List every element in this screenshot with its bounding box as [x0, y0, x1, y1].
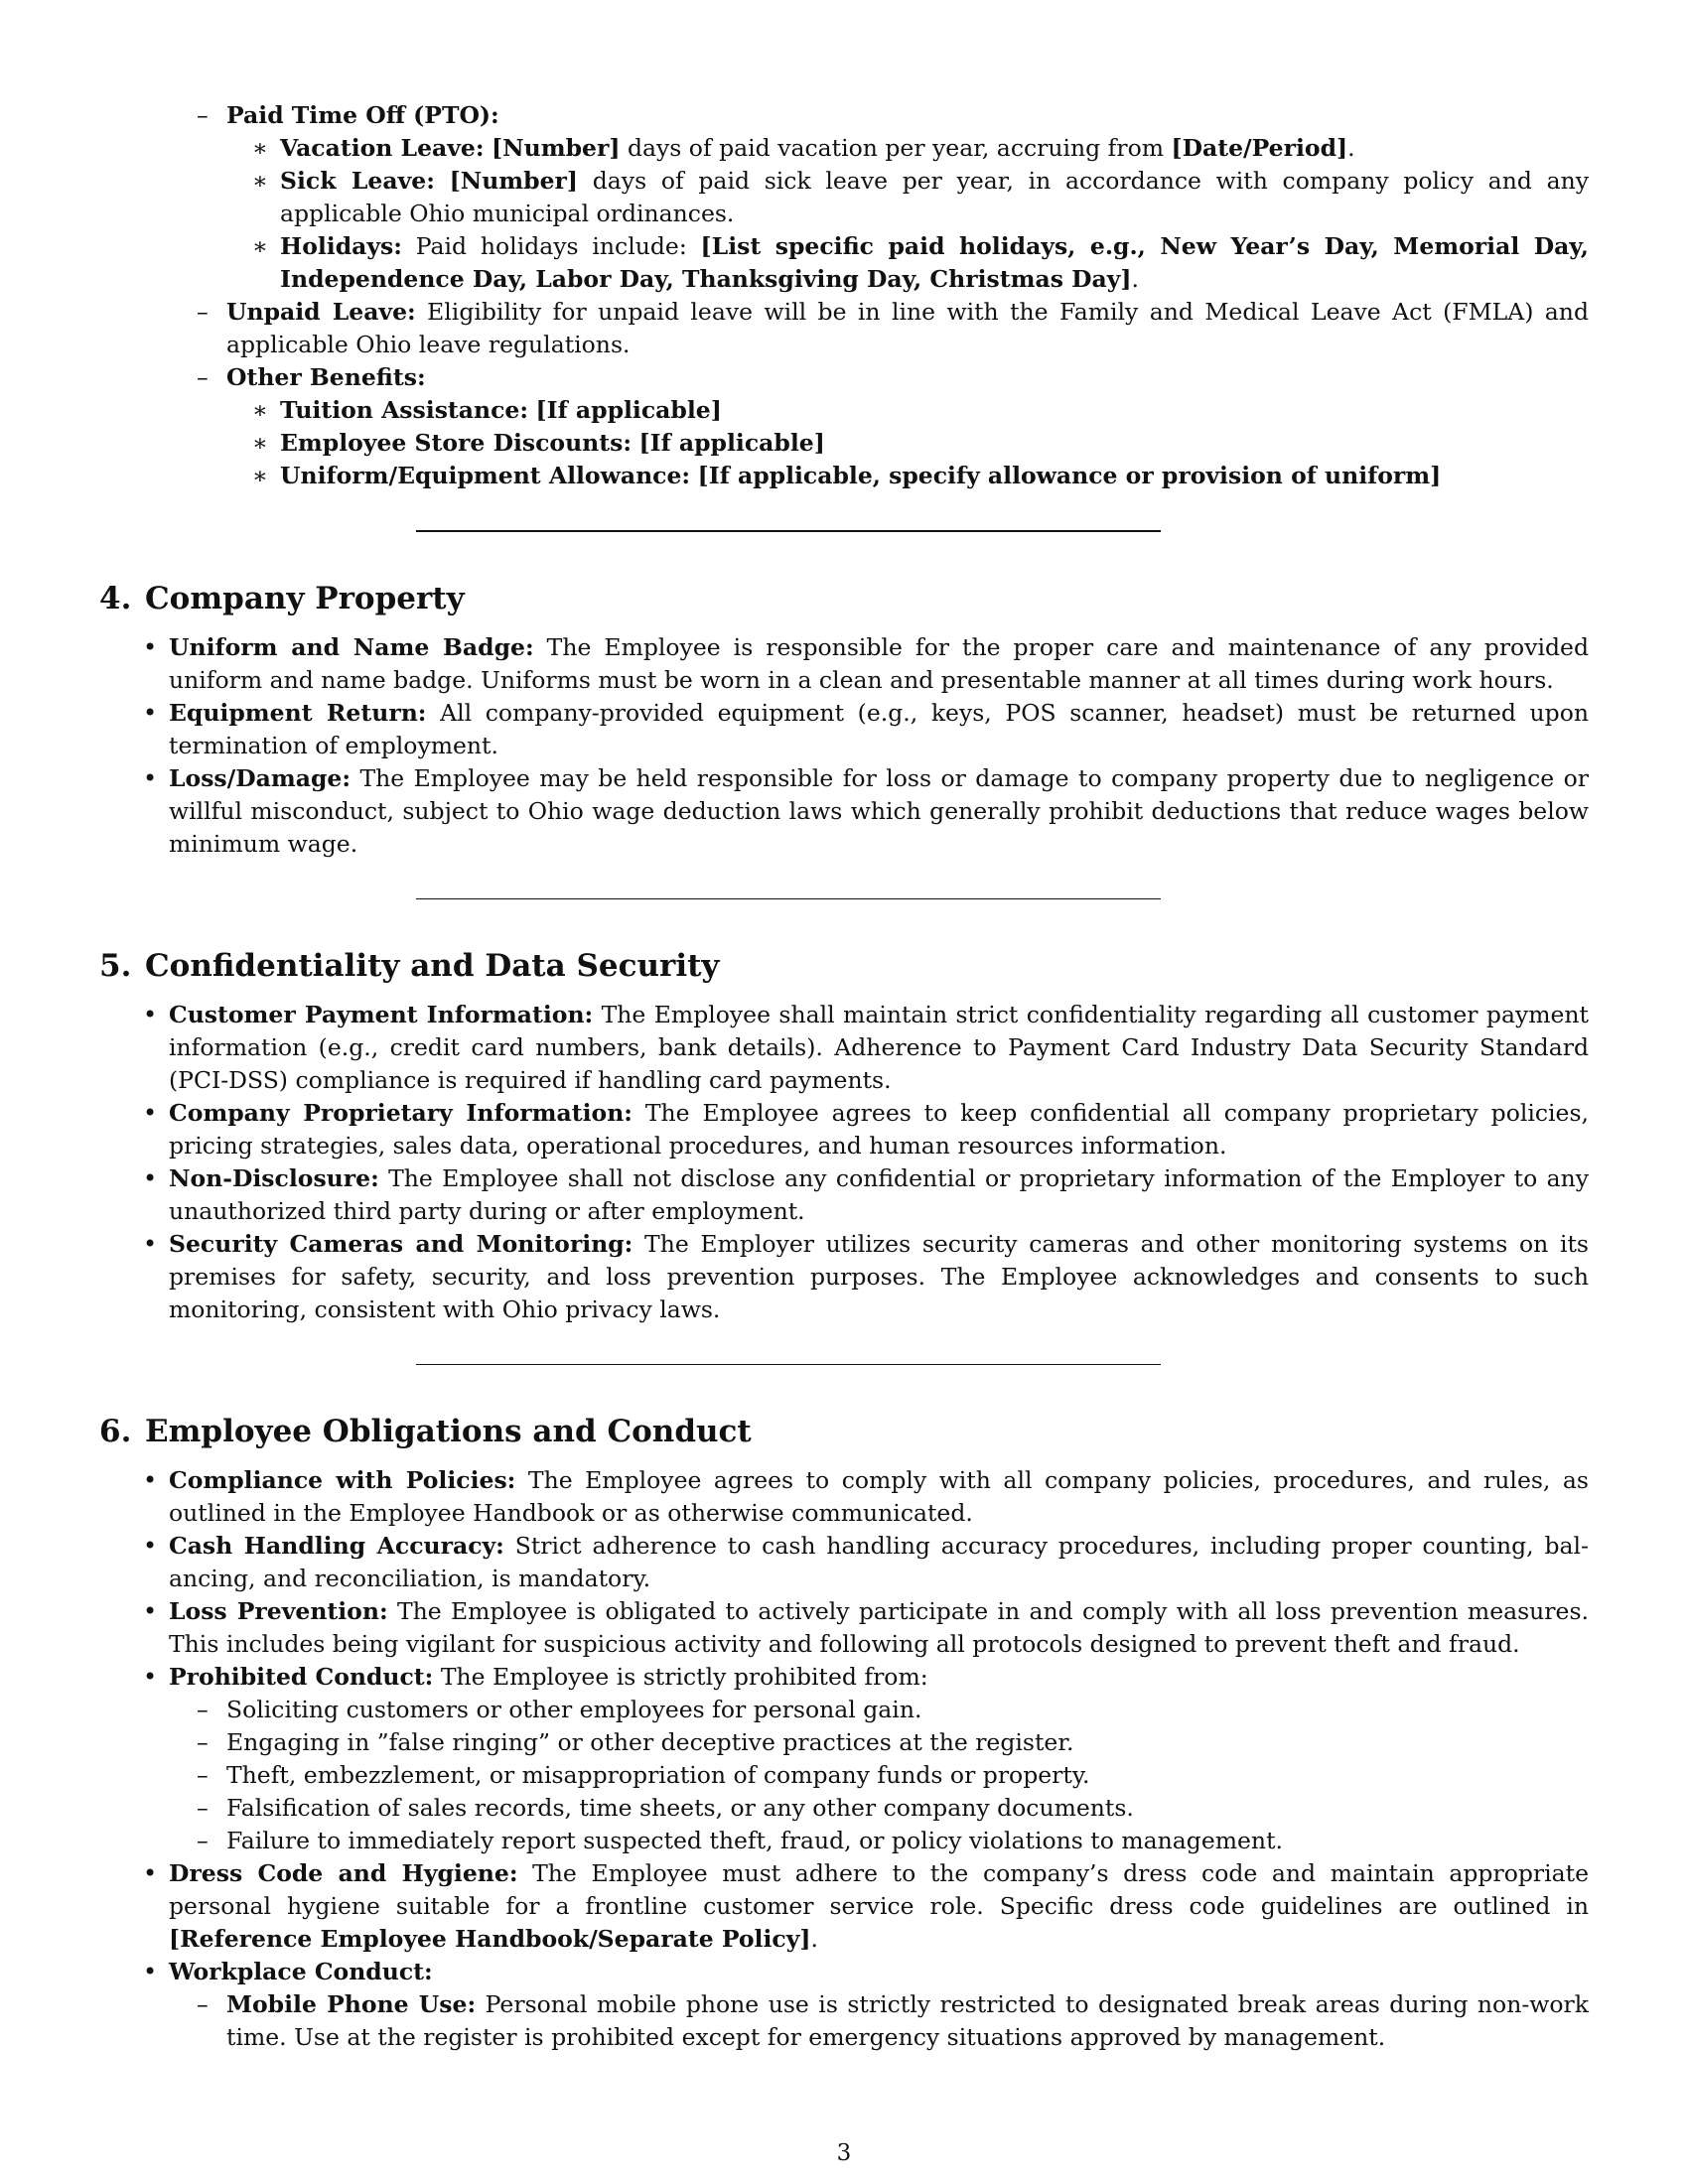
vacation-period: .: [1347, 134, 1355, 162]
star-marker: ∗: [252, 134, 268, 162]
dress-code-placeholder: [Reference Employee Handbook/Separate Policy]: [169, 1925, 811, 1953]
bullet-marker: •: [143, 1001, 158, 1028]
vacation-date-placeholder: [Date/Period]: [1171, 134, 1348, 162]
list-item: [143, 762, 1589, 861]
item-label: Loss/Damage:: [169, 764, 351, 792]
star-marker: ∗: [252, 232, 268, 260]
list-item: [143, 1956, 1589, 1988]
item-label: Compliance with Policies:: [169, 1466, 516, 1494]
dash-marker: –: [197, 101, 209, 129]
bullet-marker: •: [143, 1859, 158, 1887]
bullet-marker: •: [143, 699, 158, 727]
bullet-marker: •: [143, 1958, 158, 1985]
item-text: The Employee must adhere to the company’s dress code and maintain appropriate personal hygiene suitable for a frontline customer service role. Specific dress code guidelines are outlined in: [169, 1859, 1589, 1920]
benefit-label: Employee Store Discounts:: [280, 429, 633, 457]
bullet-marker: •: [143, 1663, 158, 1691]
section-number: 4.: [99, 581, 132, 616]
section-6-heading: [99, 1413, 1589, 1450]
bullet-marker: •: [143, 1532, 158, 1560]
list-item: [143, 999, 1589, 1097]
item-label: Customer Payment Information:: [169, 1001, 594, 1028]
item-text: The Employee is obligated to actively participate in and comply with all loss prevention measures. This includes being vigilant for suspicious activity and following all protocols designed to prevent theft and fraud.: [169, 1597, 1589, 1658]
list-item: [143, 1228, 1589, 1326]
item-period: .: [810, 1925, 818, 1953]
benefit-value: [If applicable, specify allowance or provision of uniform]: [697, 462, 1442, 489]
pto-heading: Paid Time Off (PTO):: [226, 101, 499, 129]
holidays-text: Paid holidays include:: [401, 232, 701, 260]
dash-marker: –: [197, 1728, 209, 1756]
section-title: Confidentiality and Data Security: [145, 948, 720, 984]
dash-marker: –: [197, 1794, 209, 1822]
holidays-label: Holidays:: [280, 232, 402, 260]
prohibited-text: Falsification of sales records, time sheets, or any other company documents.: [226, 1794, 1134, 1822]
item-label: Company Proprietary Information:: [169, 1099, 633, 1127]
dash-marker: –: [197, 298, 209, 326]
list-item: [143, 1097, 1589, 1162]
page-content: [99, 99, 1589, 2054]
bullet-marker: •: [143, 1230, 158, 1258]
star-marker: ∗: [252, 167, 268, 195]
sick-number-placeholder: [Number]: [449, 167, 579, 195]
vacation-text: days of paid vacation per year, accruing from: [620, 134, 1172, 162]
item-label: Mobile Phone Use:: [226, 1990, 477, 2018]
item-text: The Employer utilizes security cameras and other monitoring systems on its premises for safety, security, and loss prevention purposes. The Employee acknowledges and consents to such monitoring, consistent with Ohio privacy laws.: [169, 1230, 1589, 1323]
list-item: [143, 1595, 1589, 1661]
item-text: All company-provided equipment (e.g., keys, POS scanner, headset) must be returned upon termination of employment.: [169, 699, 1589, 759]
unpaid-leave-text: Eligibility for unpaid leave will be in line with the Family and Medical Leave Act (FMLA) and applicable Ohio leave regulations.: [226, 298, 1589, 358]
holidays-period: .: [1131, 265, 1139, 293]
list-item: [143, 1857, 1589, 1956]
item-label: Workplace Conduct:: [169, 1958, 433, 1985]
other-benefits-heading: Other Benefits:: [226, 363, 426, 391]
item-text: The Employee may be held responsible for loss or damage to company property due to negligence or willful misconduct, subject to Ohio wage deduction laws which generally prohibit deductions that reduce wages below minimum wage.: [169, 764, 1589, 858]
bullet-marker: •: [143, 764, 158, 792]
item-text: The Employee agrees to comply with all company policies, procedures, and rules, as outlined in the Employee Handbook or as otherwise communicated.: [169, 1466, 1589, 1527]
bullet-marker: •: [143, 1597, 158, 1625]
list-item: [143, 1464, 1589, 1530]
item-label: Prohibited Conduct:: [169, 1663, 434, 1691]
star-marker: ∗: [252, 462, 268, 489]
sick-leave-item: [252, 165, 1589, 230]
prohibited-item: [197, 1759, 1589, 1792]
benefit-label: Tuition Assistance:: [280, 396, 529, 424]
dash-marker: –: [197, 1696, 209, 1723]
section-number: 5.: [99, 948, 132, 984]
list-item: [143, 697, 1589, 762]
item-label: Security Cameras and Monitoring:: [169, 1230, 633, 1258]
list-item: [143, 1661, 1589, 1694]
bullet-marker: •: [143, 633, 158, 661]
unpaid-leave-label: Unpaid Leave:: [226, 298, 416, 326]
workplace-item: [197, 1988, 1590, 2054]
item-text: Personal mobile phone use is strictly restricted to designated break areas during non-work time. Use at the register is prohibited except for emergency situations approved by management.: [226, 1990, 1590, 2051]
item-text: The Employee shall not disclose any confidential or proprietary information of the Employer to any unauthorized third party during or after employment.: [169, 1164, 1589, 1225]
item-label: Equipment Return:: [169, 699, 427, 727]
vacation-leave-label: Vacation Leave:: [280, 134, 485, 162]
prohibited-text: Soliciting customers or other employees for personal gain.: [226, 1696, 922, 1723]
prohibited-text: Theft, embezzlement, or misappropriation of company funds or property.: [226, 1761, 1090, 1789]
sick-text: days of paid sick leave per year, in accordance with company policy and any applicable Ohio municipal ordinances.: [280, 167, 1589, 227]
item-label: Uniform and Name Badge:: [169, 633, 534, 661]
pto-item: [197, 99, 1589, 132]
item-label: Dress Code and Hygiene:: [169, 1859, 518, 1887]
benefit-item: [252, 460, 1589, 492]
unpaid-leave-item: [197, 296, 1589, 361]
list-item: [143, 1530, 1589, 1595]
vacation-leave-item: [252, 132, 1589, 165]
item-text: The Employee is responsible for the proper care and maintenance of any provided uniform and name badge. Uniforms must be worn in a clean and presentable manner at all times during work hours.: [169, 633, 1589, 694]
star-marker: ∗: [252, 429, 268, 457]
section-number: 6.: [99, 1414, 132, 1449]
item-text: The Employee agrees to keep confidential all company proprietary policies, pricing strategies, sales data, operational procedures, and human resources information.: [169, 1099, 1589, 1160]
list-item: [143, 631, 1589, 697]
bullet-marker: •: [143, 1099, 158, 1127]
dash-marker: –: [197, 1990, 209, 2018]
section-divider: [416, 530, 1161, 532]
item-text: The Employee is strictly prohibited from:: [433, 1663, 928, 1691]
prohibited-text: Engaging in ”false ringing” or other deceptive practices at the register.: [226, 1728, 1074, 1756]
benefit-item: [252, 394, 1589, 427]
item-text: Strict adherence to cash handling accuracy procedures, including proper counting, bal-ancing, and reconciliation, is mandatory.: [169, 1532, 1589, 1592]
section-title: Employee Obligations and Conduct: [145, 1414, 752, 1449]
section-title: Company Property: [145, 581, 465, 616]
dash-marker: –: [197, 363, 209, 391]
other-benefits-item: [197, 361, 1589, 394]
section-4-heading: [99, 580, 1589, 617]
item-label: Loss Prevention:: [169, 1597, 388, 1625]
vacation-number-placeholder: [Number]: [492, 134, 621, 162]
holidays-item: [252, 230, 1589, 296]
list-item: [143, 1162, 1589, 1228]
dash-marker: –: [197, 1761, 209, 1789]
bullet-marker: •: [143, 1466, 158, 1494]
benefit-item: [252, 427, 1589, 460]
section-divider: [416, 898, 1161, 899]
benefit-value: [If applicable]: [638, 429, 825, 457]
sick-leave-label: Sick Leave:: [280, 167, 435, 195]
holidays-placeholder: [List specific paid holidays, e.g., New Year’s Day, Memorial Day, Independence Day, Labor Day, Thanksgiving Day, Christmas Day]: [280, 232, 1589, 293]
section-5-heading: [99, 947, 1589, 985]
prohibited-text: Failure to immediately report suspected theft, fraud, or policy violations to management.: [226, 1827, 1283, 1854]
prohibited-item: [197, 1792, 1589, 1825]
prohibited-item: [197, 1825, 1589, 1857]
bullet-marker: •: [143, 1164, 158, 1192]
prohibited-item: [197, 1726, 1589, 1759]
item-label: Cash Handling Accuracy:: [169, 1532, 504, 1560]
benefit-label: Uniform/Equipment Allowance:: [280, 462, 691, 489]
page-number: 3: [836, 2140, 852, 2166]
star-marker: ∗: [252, 396, 268, 424]
benefit-value: [If applicable]: [535, 396, 722, 424]
prohibited-item: [197, 1694, 1589, 1726]
section-divider: [416, 1364, 1161, 1365]
item-text: The Employee shall maintain strict confidentiality regarding all customer payment information (e.g., credit card numbers, bank details). Adherence to Payment Card Industry Data Security Standard (PCI-DSS) compliance is required if handling card payments.: [169, 1001, 1589, 1094]
item-label: Non-Disclosure:: [169, 1164, 379, 1192]
dash-marker: –: [197, 1827, 209, 1854]
